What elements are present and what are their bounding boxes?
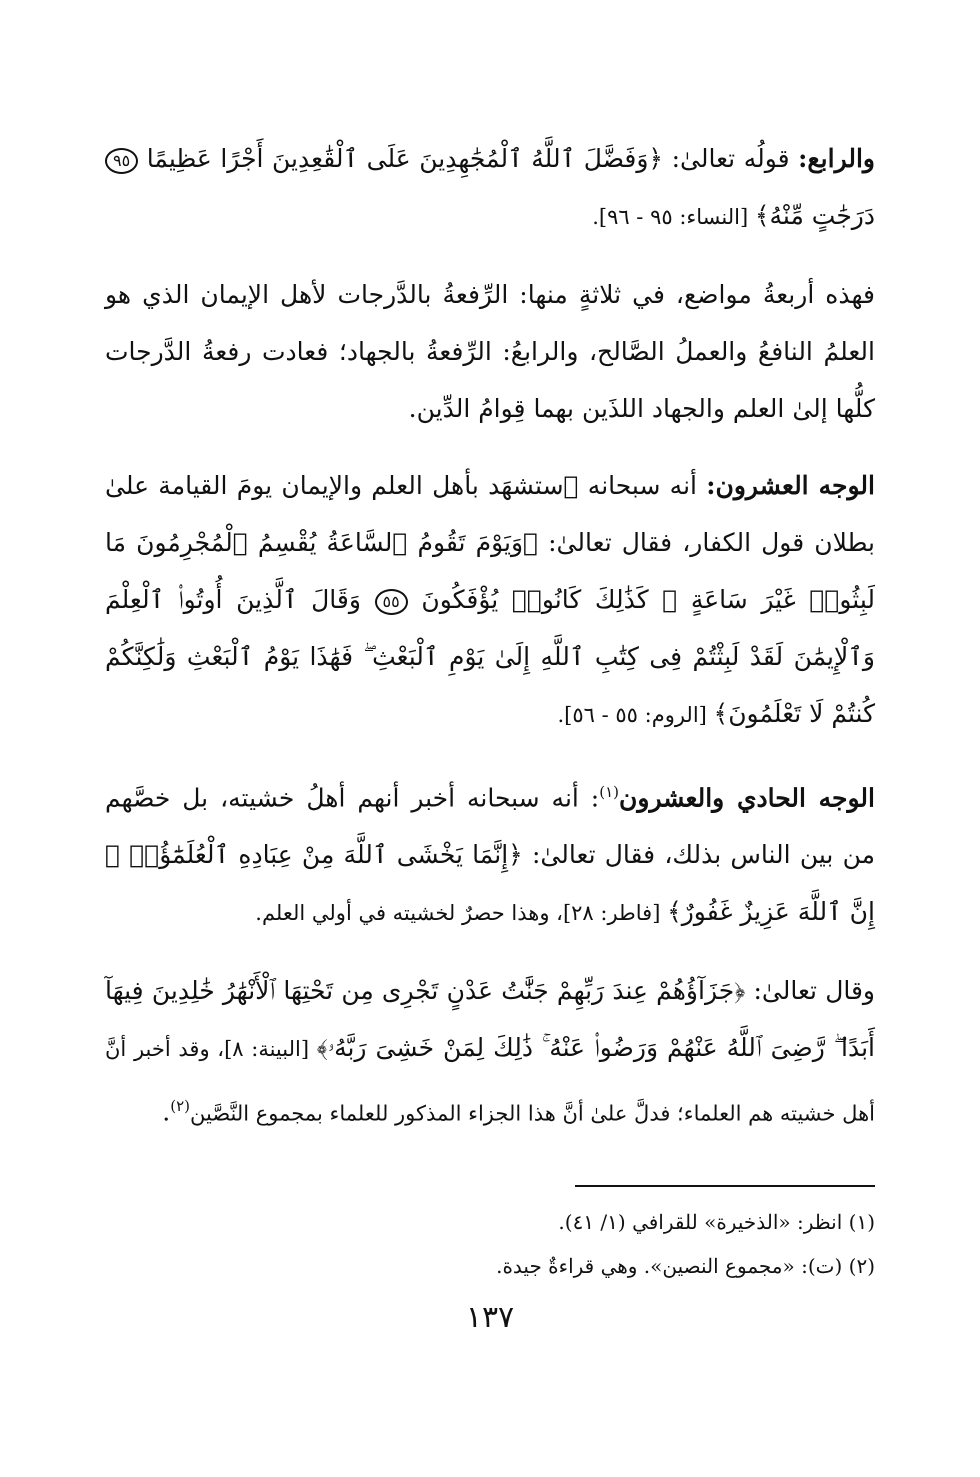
quran-verse: ﴿وَيَوْمَ تَقُومُ ٱلسَّاعَةُ يُقْسِمُ ٱلْمُجْرِمُونَ مَا لَبِثُوا۟ غَيْرَ سَاعَةٍ ۚ كَذَٰلِكَ كَانُوا۟ يُؤْفَكُونَ bbox=[105, 528, 876, 614]
paragraph-twenty-first bbox=[105, 764, 875, 942]
footnote-marker[interactable]: (١) bbox=[599, 783, 620, 801]
paragraph-text: قولُه تعالىٰ: bbox=[663, 144, 799, 173]
footnotes bbox=[105, 1200, 875, 1288]
verse-reference: [فاطر: ٢٨]، وهذا حصرٌ لخشيته في أولي العلم. bbox=[255, 901, 668, 926]
verse-reference: [الروم: ٥٥ - ٥٦]. bbox=[557, 703, 714, 727]
paragraph-summary bbox=[105, 266, 875, 437]
footnote-divider bbox=[575, 1185, 875, 1187]
paragraph-text: : أنه سبحانه أخبر أنهم أهلُ خشيته، بل خصَّهم من بين الناس بذلك، فقال تعالىٰ: bbox=[105, 783, 875, 870]
quran-verse-continued: دَرَجَٰتٍ مِّنْهُ﴾ bbox=[754, 201, 875, 230]
footnote-1: (١) انظر: «الذخيرة» للقرافي (١/ ٤١). bbox=[558, 1210, 875, 1234]
footnote-marker[interactable]: (٢) bbox=[170, 1097, 190, 1116]
paragraph-bayyina bbox=[105, 962, 875, 1142]
paragraph-text: فهذه أربعةُ مواضع، في ثلاثةٍ منها: الرِّفعةُ بالدَّرجات لأهل الإيمان الذي هو العلمُ النافعُ والعملُ الصَّالح، والرابعُ: الرِّفعةُ بالجهاد؛ فعادت رفعةُ الدَّرجات كلُّها إلىٰ العلم والجهاد اللذَين بهما قِوامُ الدِّين. bbox=[105, 280, 875, 423]
paragraph-heading: الوجه العشرون: bbox=[706, 471, 875, 500]
quran-verse-continued: وَقَالَ ٱلَّذِينَ أُوتُوا۟ ٱلْعِلْمَ وَٱلْإِيمَٰنَ لَقَدْ لَبِثْتُمْ فِى كِتَٰبِ ٱللَّهِ إِلَىٰ يَوْمِ ٱلْبَعْثِ ۖ فَهَٰذَا يَوْمُ ٱلْبَعْثِ وَلَٰكِنَّكُمْ كُنتُمْ لَا تَعْلَمُونَ﴾ bbox=[105, 585, 875, 728]
sentence-end: . bbox=[162, 1097, 171, 1127]
page-number: ١٣٧ bbox=[465, 1300, 515, 1335]
paragraph-heading: والرابع: bbox=[798, 144, 876, 173]
quran-verse: ﴿جَزَآؤُهُمْ عِندَ رَبِّهِمْ جَنَّٰتُ عَدْنٍ تَجْرِى مِن تَحْتِهَا ٱلْأَنْهَٰرُ خَٰلِدِينَ فِيهَآ أَبَدًا ۖ رَّضِىَ ٱللَّهُ عَنْهُمْ وَرَضُوا۟ عَنْهُ ۚ ذَٰلِكَ لِمَنْ خَشِىَ رَبَّهُۥ﴾ bbox=[105, 976, 875, 1063]
verse-reference: [البينة: ٨]، وقد أخبر أنَّ أهل خشيته هم العلماء؛ فدلَّ علىٰ أنَّ هذا الجزاء المذكور للعلماء بمجموع النَّصَّين bbox=[105, 1037, 875, 1126]
aya-number-icon: ٩٥ bbox=[105, 148, 138, 174]
aya-number-icon: ٥٥ bbox=[375, 589, 408, 615]
paragraph-text: وقال تعالىٰ: bbox=[745, 976, 875, 1006]
footnote-2: (٢) (ت): «مجموع النصين». وهي قراءةٌ جيدة. bbox=[496, 1254, 875, 1278]
paragraph-twentieth bbox=[105, 457, 875, 744]
quran-verse: ﴿إِنَّمَا يَخْشَى ٱللَّهَ مِنْ عِبَادِهِ ٱلْعُلَمَٰٓؤُا۟ ۗ إِنَّ ٱللَّهَ عَزِيزٌ غَفُورٌ﴾ bbox=[105, 840, 875, 927]
verse-reference: [النساء: ٩٥ - ٩٦]. bbox=[592, 205, 755, 229]
paragraph-text: أنه سبحانه ٱستشهَد بأهل العلم والإيمان يومَ القيامة علىٰ بطلان قول الكفار، فقال تعالىٰ: bbox=[105, 471, 875, 557]
main-text bbox=[105, 130, 875, 1163]
quran-verse: ﴿وَفَضَّلَ ٱللَّهُ ٱلْمُجَٰهِدِينَ عَلَى ٱلْقَٰعِدِينَ أَجْرًا عَظِيمًا bbox=[146, 144, 664, 173]
paragraph-fourth bbox=[105, 130, 875, 246]
paragraph-heading: الوجه الحادي والعشرون bbox=[619, 783, 875, 813]
